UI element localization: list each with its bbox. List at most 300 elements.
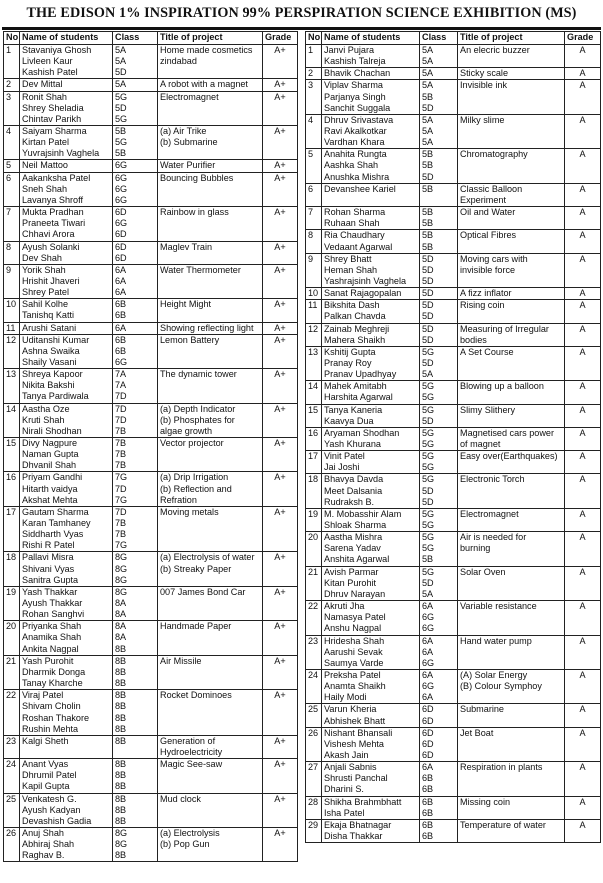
row-number: 12 [4, 334, 20, 368]
student-names-line: Mukta Pradhan [22, 207, 84, 218]
student-classes-line: 5B [115, 126, 127, 137]
student-names [322, 381, 420, 404]
student-classes [113, 264, 158, 298]
student-classes-line: 6A [422, 646, 434, 657]
student-names-line: Kaavya Dua [324, 415, 374, 426]
student-classes-line: 5D [115, 102, 127, 113]
table-row [306, 474, 601, 508]
student-names [322, 149, 420, 183]
table-row [4, 241, 298, 264]
row-number: 15 [4, 438, 20, 472]
student-names-line: Chintav Parikh [22, 113, 82, 124]
student-names-line: Dhvanil Shah [22, 460, 77, 471]
project-title-line: Solar Oven [460, 566, 506, 577]
grade: A+ [263, 79, 298, 91]
student-classes [113, 438, 158, 472]
table-row [4, 299, 298, 322]
row-number: 20 [306, 532, 322, 566]
student-names-line: Stavaniya Ghosh [22, 45, 92, 55]
student-names-line: Disha Thakkar [324, 831, 383, 841]
student-names-line: Kshitij Gupta [324, 346, 376, 357]
project-title-line: Moving cars with [460, 253, 528, 264]
student-names-line: Lavanya Shroff [22, 194, 84, 205]
student-classes [113, 552, 158, 586]
student-names-line: Ayush Kadyan [22, 804, 81, 815]
grade: A [565, 796, 601, 819]
page-title: THE EDISON 1% INSPIRATION 99% PERSPIRATION SCIENCE EXHIBITION (MS) [26, 5, 577, 21]
student-classes-line: 8A [115, 609, 127, 620]
student-names-line: Abhiraj Shah [22, 839, 75, 850]
student-classes-line: 6D [115, 241, 127, 252]
table-row [306, 253, 601, 287]
student-classes-line: 6B [422, 807, 434, 818]
student-classes-line: 5D [422, 264, 434, 275]
student-classes-line: 5G [422, 532, 435, 543]
student-names-line: Livleen Kaur [22, 56, 73, 67]
student-classes-line: 5A [115, 79, 127, 90]
student-names-line: Saiyam Sharma [22, 126, 87, 137]
table-row [4, 334, 298, 368]
student-names [20, 827, 113, 861]
student-classes-line: 5B [422, 554, 434, 565]
project-title [458, 288, 565, 300]
project-title [458, 704, 565, 727]
student-names-line: Yashrajsinh Vaghela [324, 275, 407, 286]
grade: A+ [263, 506, 298, 552]
student-classes-line: 7B [115, 425, 127, 436]
student-classes-line: 5A [422, 588, 434, 599]
student-names-line: Aashka Shah [324, 160, 379, 171]
student-classes [113, 690, 158, 736]
student-classes-line: 8G [115, 586, 128, 597]
grade: A+ [263, 655, 298, 689]
project-title [158, 322, 263, 334]
project-title [158, 172, 263, 206]
student-classes-line: 5G [422, 439, 435, 450]
table-row [4, 369, 298, 403]
row-number: 5 [4, 160, 20, 172]
student-names [322, 80, 420, 114]
student-classes-line: 6A [115, 287, 127, 298]
project-title [158, 827, 263, 861]
student-names-line: Shaily Vasani [22, 356, 77, 367]
student-names-line: Shivam Cholin [22, 701, 81, 712]
student-classes-line: 8B [115, 735, 127, 746]
table-row [306, 727, 601, 761]
student-classes [113, 160, 158, 172]
student-classes-line: 5D [422, 275, 434, 286]
student-classes-line: 6G [115, 194, 128, 205]
grade: A+ [263, 586, 298, 620]
grade: A+ [263, 621, 298, 655]
student-names-line: Aryaman Shodhan [324, 427, 400, 438]
table-row [306, 300, 601, 323]
student-classes [420, 253, 458, 287]
student-classes [113, 241, 158, 264]
student-classes [420, 288, 458, 300]
table-row [4, 552, 298, 586]
student-names [20, 793, 113, 827]
student-names [322, 601, 420, 635]
grade: A [565, 762, 601, 796]
project-title-line: Vector projector [160, 438, 224, 448]
project-title [158, 241, 263, 264]
student-classes-line: 8B [115, 643, 127, 654]
student-names-line: Zainab Meghreji [324, 323, 390, 334]
project-title-line: Handmade Paper [160, 621, 232, 632]
student-classes-line: 5B [422, 183, 434, 194]
student-classes-line: 6G [115, 183, 128, 194]
student-names-line: Hitarth vaidya [22, 483, 78, 494]
row-number: 11 [4, 322, 20, 334]
student-classes-line: 6B [115, 299, 127, 310]
grade: A+ [263, 45, 298, 79]
header-names: Name of students [20, 32, 113, 45]
student-names [20, 586, 113, 620]
row-number: 24 [306, 669, 322, 703]
project-title-line: Milky slime [460, 114, 505, 125]
student-classes-line: 7A [115, 380, 127, 391]
table-row [306, 508, 601, 531]
student-classes-line: 5B [422, 230, 434, 241]
student-classes-line: 6D [422, 749, 434, 760]
student-names-line: Sanchit Suggala [324, 102, 391, 113]
project-title-line: A Set Course [460, 346, 514, 357]
student-classes [420, 404, 458, 427]
student-names [322, 635, 420, 669]
student-classes [113, 322, 158, 334]
table-row [4, 655, 298, 689]
student-names [20, 403, 113, 437]
project-title-line: Water Thermometer [160, 264, 241, 275]
student-classes-line: 8B [115, 815, 127, 826]
project-title-line: Experiment [460, 194, 506, 205]
student-names [322, 404, 420, 427]
grade: A [565, 566, 601, 600]
student-classes-line: 5G [115, 137, 128, 148]
project-title [458, 796, 565, 819]
project-title [458, 45, 565, 68]
project-title [458, 601, 565, 635]
student-names-line: Kapil Gupta [22, 781, 70, 792]
grade: A [565, 427, 601, 450]
row-number: 14 [306, 381, 322, 404]
student-classes-line: 5A [422, 56, 434, 67]
student-names-line: Heman Shah [324, 264, 378, 275]
student-classes-line: 8G [115, 552, 128, 563]
project-title-line: Measuring of Irregular [460, 323, 549, 334]
student-classes-line: 8G [115, 839, 128, 850]
student-classes [113, 827, 158, 861]
student-classes-line: 6A [115, 322, 127, 333]
table-row [306, 207, 601, 230]
student-classes-line: 8B [115, 666, 127, 677]
grade: A [565, 253, 601, 287]
student-names-line: Tanay Kharche [22, 678, 83, 689]
student-names-line: Bhavik Chachan [324, 68, 391, 79]
project-title-line: Air is needed for [460, 532, 527, 543]
student-classes-line: 7D [115, 414, 127, 425]
student-names-line: Tanya Pardiwala [22, 391, 89, 402]
row-number: 3 [4, 91, 20, 125]
grade: A [565, 149, 601, 183]
grade: A [565, 381, 601, 404]
project-title-line: Missing coin [460, 796, 511, 807]
student-classes [420, 601, 458, 635]
table-row [306, 230, 601, 253]
project-title-line: Height Might [160, 299, 212, 310]
table-row [4, 472, 298, 506]
table-header-row [4, 32, 298, 45]
row-number: 7 [4, 207, 20, 241]
student-classes-line: 5A [422, 68, 434, 79]
grade: A+ [263, 126, 298, 160]
student-classes-line: 5G [422, 543, 435, 554]
row-number: 23 [306, 635, 322, 669]
project-title [158, 160, 263, 172]
table-row [4, 506, 298, 552]
student-names-line: Mahera Shaikh [324, 334, 386, 345]
project-title-line: Hand water pump [460, 635, 532, 646]
student-classes-line: 6B [115, 345, 127, 356]
grade: A [565, 207, 601, 230]
student-names-line: Dev Mittal [22, 79, 63, 90]
row-number: 2 [4, 79, 20, 91]
student-names-line: Venkatesh G. [22, 793, 77, 804]
student-classes-line: 6G [115, 218, 128, 229]
header-project: Title of project [158, 32, 263, 45]
student-classes [113, 369, 158, 403]
student-names-line: Anushka Mishra [324, 171, 390, 182]
student-names [20, 241, 113, 264]
table-row [306, 819, 601, 842]
student-classes [113, 735, 158, 758]
grade: A+ [263, 172, 298, 206]
row-number: 22 [306, 601, 322, 635]
student-classes-line: 6A [115, 264, 127, 275]
student-names-line: Anahita Rungta [324, 149, 387, 160]
student-classes-line: 5D [422, 334, 434, 345]
row-number: 11 [306, 300, 322, 323]
student-classes-line: 5G [422, 462, 435, 473]
row-number: 9 [306, 253, 322, 287]
row-number: 10 [306, 288, 322, 300]
student-names-line: Gautam Sharma [22, 506, 89, 517]
student-classes [113, 621, 158, 655]
student-classes [420, 207, 458, 230]
project-title [158, 472, 263, 506]
student-classes-line: 7D [115, 403, 127, 414]
project-title-line: Lemon Battery [160, 334, 220, 345]
project-title [458, 762, 565, 796]
header-grade: Grade [263, 32, 298, 45]
table-row [4, 621, 298, 655]
student-names [20, 369, 113, 403]
student-classes-line: 8B [115, 770, 127, 781]
project-title-line: 007 James Bond Car [160, 586, 246, 597]
student-classes-line: 6A [422, 762, 434, 773]
student-classes-line: 6G [115, 160, 128, 171]
project-title-line: Temperature of water [460, 819, 546, 830]
table-header-row [306, 32, 601, 45]
student-classes-line: 5B [422, 218, 434, 229]
table-row [306, 346, 601, 380]
table-row [306, 68, 601, 80]
grade: A+ [263, 207, 298, 241]
student-classes-line: 6B [422, 784, 434, 795]
row-number: 20 [4, 621, 20, 655]
student-classes-line: 5D [422, 485, 434, 496]
project-title-line: algae growth [160, 425, 213, 436]
grade: A+ [263, 735, 298, 758]
grade: A+ [263, 322, 298, 334]
student-names-line: Arushi Satani [22, 322, 77, 333]
right-table-body [306, 45, 601, 843]
row-number: 26 [306, 727, 322, 761]
student-classes [113, 45, 158, 79]
student-names-line: Aarushi Sevak [324, 646, 383, 657]
project-title [458, 566, 565, 600]
student-classes-line: 5G [422, 404, 435, 415]
student-classes [420, 762, 458, 796]
project-title-line: Slimy Slithery [460, 404, 516, 415]
student-names-line: Janvi Pujara [324, 45, 375, 55]
student-names [322, 207, 420, 230]
project-title [458, 532, 565, 566]
student-classes-line: 5D [422, 415, 434, 426]
student-names-line: Anuj Shah [22, 827, 64, 838]
grade: A [565, 669, 601, 703]
row-number: 22 [4, 690, 20, 736]
student-names [322, 288, 420, 300]
table-row [306, 601, 601, 635]
row-number: 6 [306, 183, 322, 206]
grade: A [565, 346, 601, 380]
table-row [306, 323, 601, 346]
student-names-line: Kruti Shah [22, 414, 65, 425]
grade: A+ [263, 793, 298, 827]
project-title [158, 655, 263, 689]
student-classes-line: 5B [422, 160, 434, 171]
project-title [158, 793, 263, 827]
student-classes-line: 5A [115, 56, 127, 67]
student-classes-line: 8G [115, 827, 128, 838]
project-title [458, 727, 565, 761]
student-classes [113, 126, 158, 160]
row-number: 19 [306, 508, 322, 531]
student-classes-line: 5A [422, 80, 434, 91]
project-title-line: The dynamic tower [160, 369, 237, 380]
table-row [306, 45, 601, 68]
row-number: 9 [4, 264, 20, 298]
project-title [158, 586, 263, 620]
table-row [4, 690, 298, 736]
student-names-line: Abhishek Bhatt [324, 715, 386, 726]
row-number: 2 [306, 68, 322, 80]
row-number: 27 [306, 762, 322, 796]
student-names-line: Pallavi Misra [22, 552, 74, 563]
student-classes-line: 6A [422, 669, 434, 680]
student-names-line: Devanshee Kariel [324, 183, 396, 194]
student-classes-line: 5G [422, 451, 435, 462]
student-names [20, 621, 113, 655]
table-row [306, 704, 601, 727]
project-title-line: invisible force [460, 264, 516, 275]
student-names [20, 759, 113, 793]
grade: A [565, 601, 601, 635]
grade: A [565, 404, 601, 427]
grade: A [565, 183, 601, 206]
table-row [4, 759, 298, 793]
row-number: 3 [306, 80, 322, 114]
student-classes-line: 5G [115, 91, 128, 102]
student-names-line: Priyanka Shah [22, 621, 82, 632]
project-title-line: Optical Fibres [460, 230, 517, 241]
project-title-line: Invisible ink [460, 80, 508, 91]
table-row [306, 451, 601, 474]
student-names-line: Mahek Amitabh [324, 381, 387, 392]
grade: A [565, 114, 601, 148]
student-names-line: Yash Purohit [22, 655, 74, 666]
student-classes-line: 6G [115, 356, 128, 367]
student-classes [113, 207, 158, 241]
student-classes-line: 5A [422, 45, 434, 55]
project-title-line: Chromatography [460, 149, 528, 160]
project-title [458, 253, 565, 287]
student-names-line: Karan Tamhaney [22, 518, 91, 529]
row-number: 1 [306, 45, 322, 68]
grade: A+ [263, 299, 298, 322]
student-names-line: Yorik Shah [22, 264, 66, 275]
project-title-line: Variable resistance [460, 601, 537, 612]
student-names-line: Akruti Jha [324, 601, 365, 612]
student-names-line: Shrey Sheladia [22, 102, 84, 113]
student-classes-line: 5D [422, 357, 434, 368]
student-names-line: Namasya Patel [324, 612, 386, 623]
header-class: Class [420, 32, 458, 45]
project-title-line: Maglev Train [160, 241, 213, 252]
row-number: 1 [4, 45, 20, 79]
student-classes [420, 68, 458, 80]
project-title [158, 552, 263, 586]
student-classes-line: 7A [115, 369, 127, 380]
table-row [306, 796, 601, 819]
student-classes-line: 6A [422, 601, 434, 612]
row-number: 18 [4, 552, 20, 586]
student-classes-line: 5D [422, 102, 434, 113]
student-classes-line: 5G [422, 392, 435, 403]
student-classes [113, 586, 158, 620]
grade: A [565, 45, 601, 68]
project-title [458, 474, 565, 508]
student-classes [420, 323, 458, 346]
student-classes-line: 6D [115, 252, 127, 263]
project-title [158, 690, 263, 736]
student-names-line: Neil Mattoo [22, 160, 68, 171]
project-title-line: Home made cosmetics [160, 45, 253, 55]
student-classes-line: 7B [115, 449, 127, 460]
row-number: 8 [4, 241, 20, 264]
project-title [158, 369, 263, 403]
student-classes-line: 5G [422, 346, 435, 357]
student-names-line: Viraj Patel [22, 690, 64, 701]
student-names-line: Devashish Gadia [22, 815, 92, 826]
student-names-line: Dhruv Narayan [324, 588, 386, 599]
header-no: No [306, 32, 322, 45]
student-names [322, 183, 420, 206]
project-title-line: (b) Pop Gun [160, 839, 210, 850]
student-classes-line: 6A [422, 692, 434, 703]
